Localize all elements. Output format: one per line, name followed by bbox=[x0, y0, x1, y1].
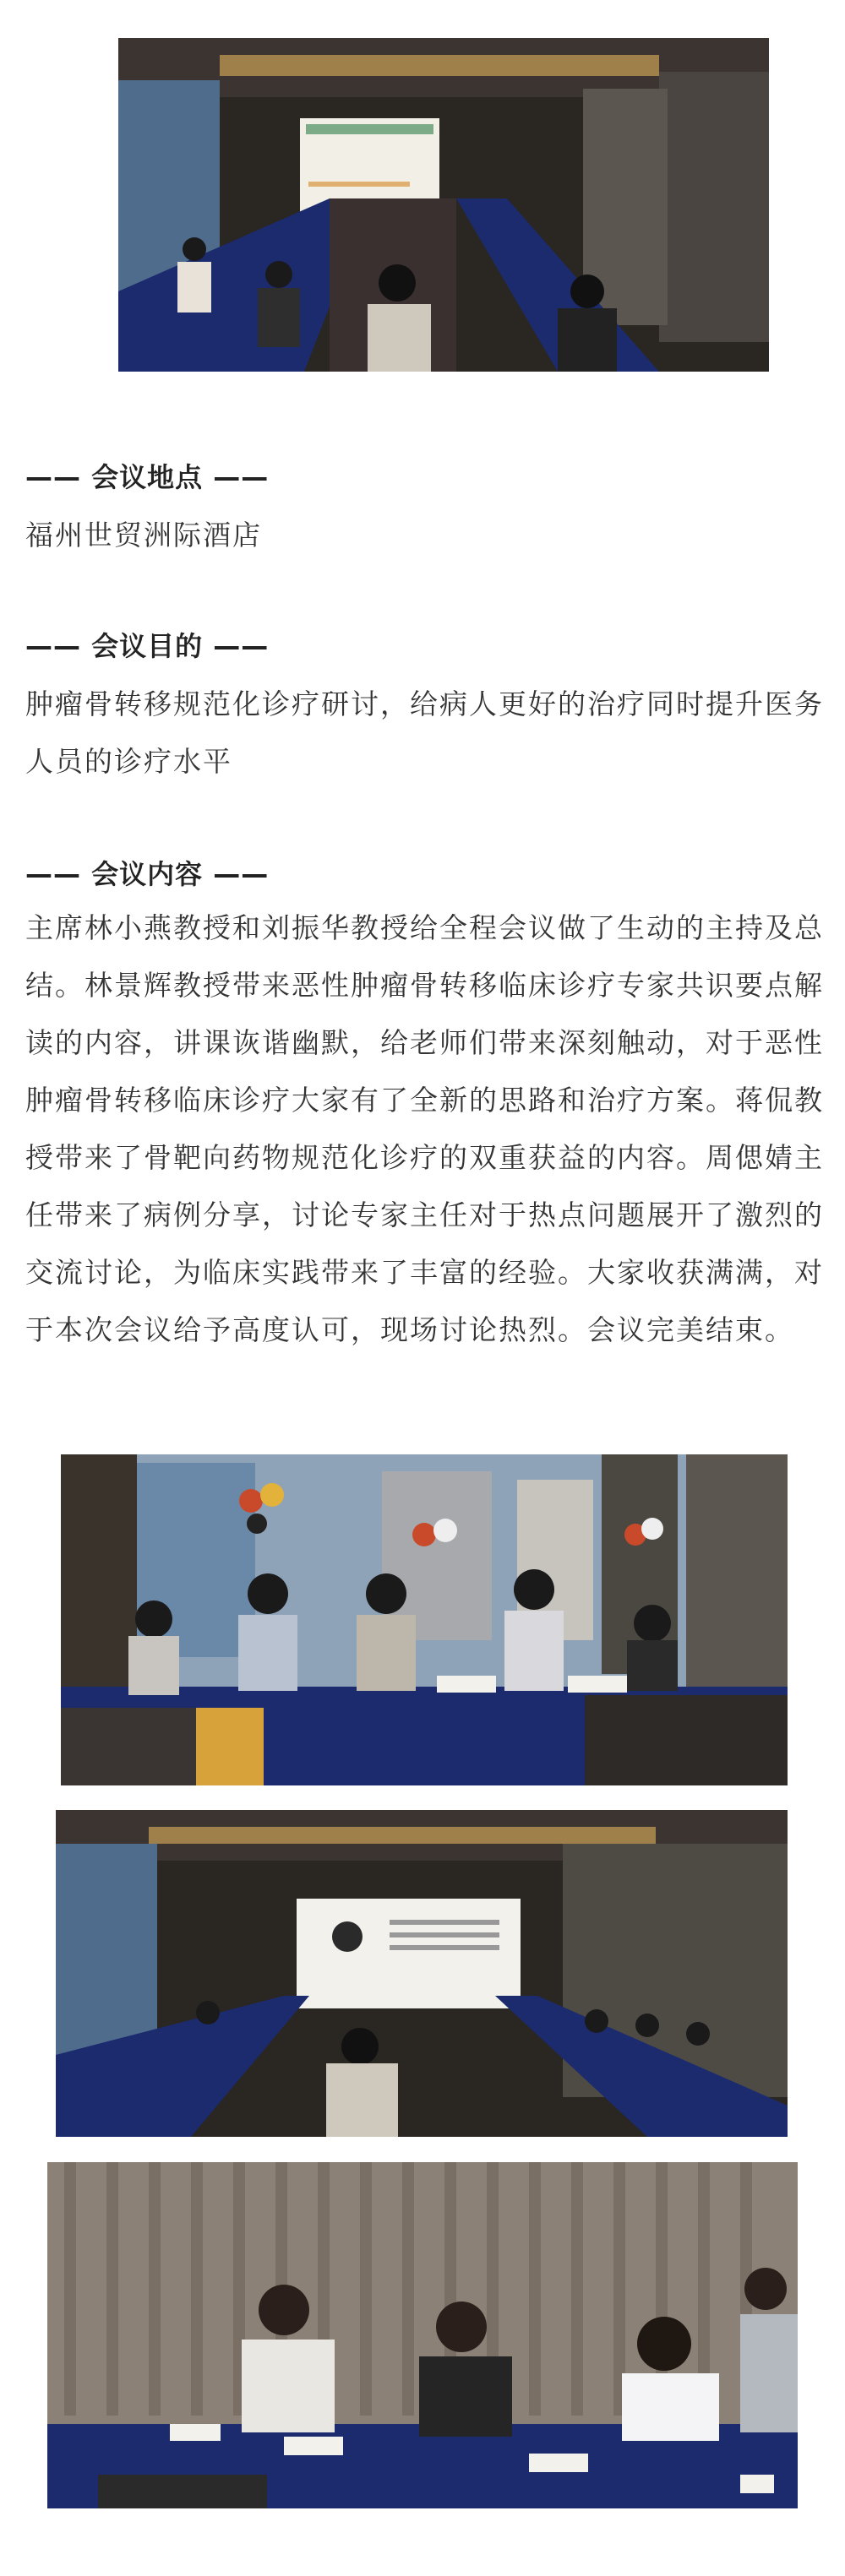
meeting-room-photo-1 bbox=[118, 38, 769, 372]
location-text: 福州世贸洲际酒店 bbox=[25, 519, 262, 552]
location-heading: —— 会议地点 —— bbox=[25, 461, 270, 493]
speakers-photo bbox=[47, 2162, 798, 2508]
purpose-heading: —— 会议目的 —— bbox=[25, 630, 270, 662]
purpose-text: 肿瘤骨转移规范化诊疗研讨，给病人更好的治疗同时提升医务人员的诊疗水平 bbox=[25, 687, 824, 778]
content-heading: —— 会议内容 —— bbox=[25, 858, 270, 890]
panel-photo bbox=[61, 1454, 788, 1785]
meeting-room-photo-2 bbox=[56, 1810, 788, 2137]
content-text: 主席林小燕教授和刘振华教授给全程会议做了生动的主持及总结。林景辉教授带来恶性肿瘤骨转移临床诊疗专家共识要点解读的内容，讲课诙谐幽默，给老师们带来深刻触动，对于恶性肿瘤骨转移临床诊疗大家有了全新的思路和治疗方案。蒋侃教授带来了骨靶向药物规范化诊疗的双重获益的内容。周偲婧主任带来了病例分享，讨论专家主任对于热点问题展开了激烈的交流讨论，为临床实践带来了丰富的经验。大家收获满满，对于本次会议给予高度认可，现场讨论热烈。会议完美结束。 bbox=[25, 911, 824, 1346]
